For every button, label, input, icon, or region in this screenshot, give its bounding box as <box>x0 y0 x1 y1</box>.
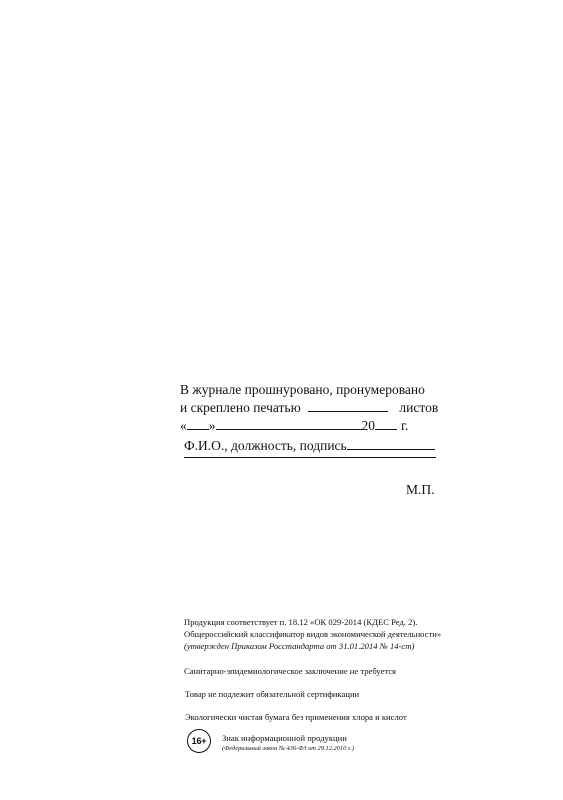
cert-text-laced: В журнале прошнуровано, пронумеровано <box>180 382 425 397</box>
date-open-quote: « <box>180 418 187 433</box>
classifier-line-1: Продукция соответствует п. 18.12 «ОК 029-2014 (КДЕС Ред. 2). <box>184 617 418 627</box>
certification-note: Товар не подлежит обязательной сертификации <box>185 689 360 699</box>
year-suffix: г. <box>401 418 409 433</box>
age-rating-badge-icon: 16+ <box>187 729 211 753</box>
cert-line-2 <box>180 399 450 417</box>
signature-label: Ф.И.О., должность, подпись <box>184 438 347 453</box>
day-blank[interactable] <box>187 417 209 430</box>
signature-blank[interactable] <box>347 437 435 450</box>
stamp-place-label: М.П. <box>406 482 435 497</box>
info-sign-label: Знак информационной продукции <box>222 733 347 743</box>
year-blank[interactable] <box>375 417 397 430</box>
cert-text-sealed: и скреплено печатью <box>180 400 301 415</box>
date-close-quote: » <box>208 418 216 433</box>
info-law-label: (Федеральный закон № 436-ФЗ от 29.12.2010 г.) <box>222 745 355 752</box>
certification-block <box>180 381 450 455</box>
year-prefix: 20 <box>361 418 375 433</box>
classifier-line-3: (утвержден Приказом Росстандарта от 31.01.2014 № 14-ст) <box>184 641 415 651</box>
classifier-line-2: Общероссийский классификатор видов экономической деятельности» <box>184 629 442 639</box>
signature-line <box>180 437 450 455</box>
month-blank[interactable] <box>216 417 362 430</box>
cert-line-1 <box>180 381 450 399</box>
cert-date-line <box>180 417 450 435</box>
eco-note: Экологически чистая бумага без применения хлора и кислот <box>185 712 407 722</box>
cert-text-sheets: листов <box>399 400 439 415</box>
sheet-count-blank[interactable] <box>308 399 388 412</box>
signature-extra-line[interactable] <box>184 457 436 458</box>
sanitary-note: Санитарно-эпидемиологическое заключение не требуется <box>184 666 397 676</box>
